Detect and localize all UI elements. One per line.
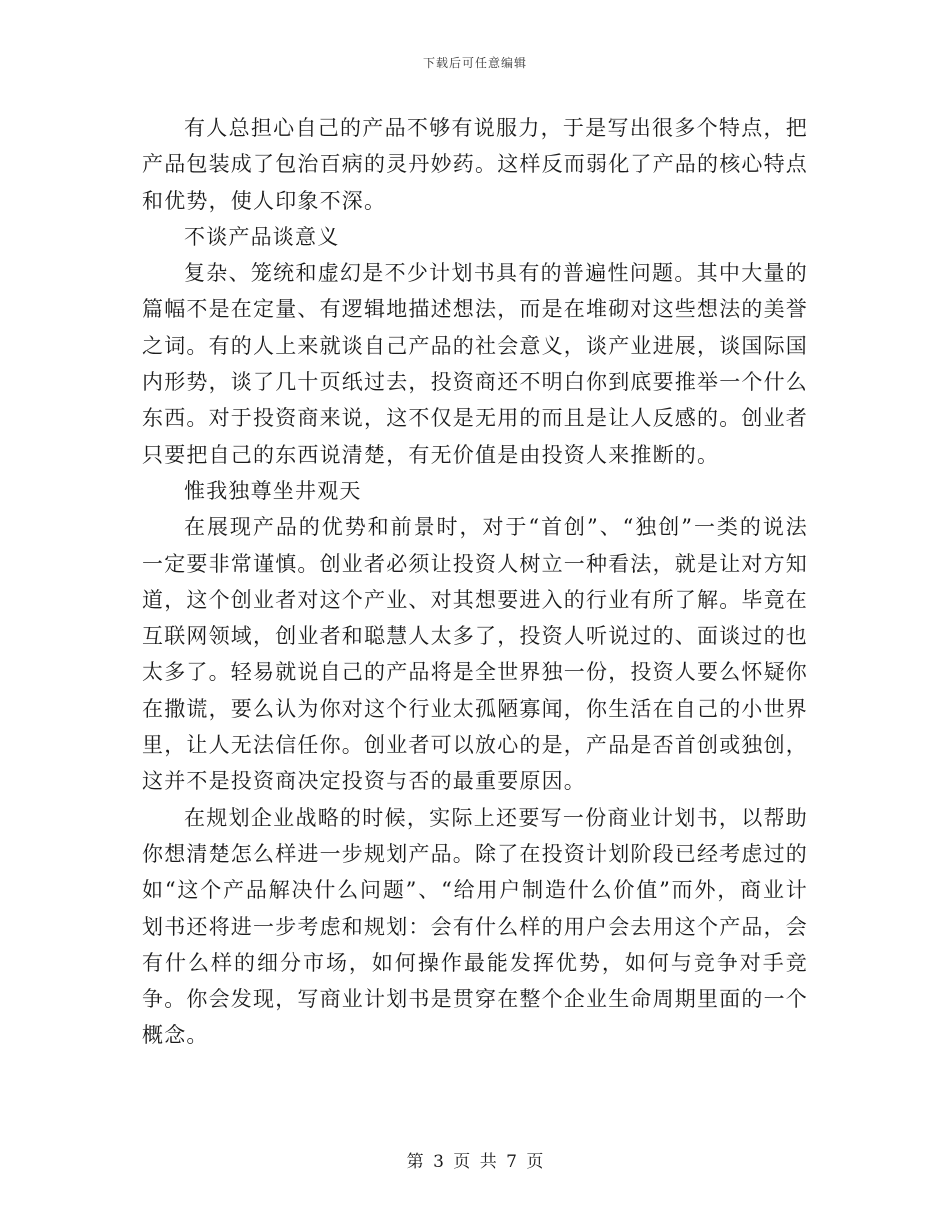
page-number: 第 3 页 共 7 页 — [406, 1152, 544, 1172]
page-header: 下载后可任意编辑 — [422, 56, 527, 70]
paragraph-business-plan: 在规划企业战略的时候，实际上还要写一份商业计划书，以帮助你想清楚怎么样进一步规划产品。除了在投资计划阶段已经考虑过的如“这个产品解决什么问题”、“给用户制造什么价值”而外，商业计划书还将进一步考虑和规划：会有什么样的用户会去用这个产品，会有什么样的细分市场，如何操作最能发挥优势，如何与竞争对手竞争。你会发现，写商业计划书是贯穿在整个企业生命周期里面的一个概念。 — [142, 805, 808, 1048]
document-body — [142, 110, 808, 1054]
paragraph-product-features: 有人总担心自己的产品不够有说服力，于是写出很多个特点，把产品包装成了包治百病的灵丹妙药。这样反而弱化了产品的核心特点和优势，使人印象不深。 — [142, 116, 808, 213]
section-heading-meaning: 不谈产品谈意义 — [184, 224, 340, 249]
paragraph-first-unique: 在展现产品的优势和前景时，对于“首创”、“独创”一类的说法一定要非常谨慎。创业者必须让投资人树立一种看法，就是让对方知道，这个创业者对这个产业、对其想要进入的行业有所了解。毕竟在互联网领域，创业者和聪慧人太多了，投资人听说过的、面谈过的也太多了。轻易就说自己的产品将是全世界独一份，投资人要么怀疑你在撒谎，要么认为你对这个行业太孤陋寡闻，你生活在自己的小世界里，让人无法信任你。创业者可以放心的是，产品是否首创或独创，这并不是投资商决定投资与否的最重要原因。 — [142, 515, 808, 794]
section-heading-arrogance: 惟我独尊坐井观天 — [184, 478, 362, 503]
paragraph-vague-plans: 复杂、笼统和虚幻是不少计划书具有的普遍性问题。其中大量的篇幅不是在定量、有逻辑地描述想法，而是在堆砌对这些想法的美誉之词。有的人上来就谈自己产品的社会意义，谈产业进展，谈国际国内形势，谈了几十页纸过去，投资商还不明白你到底要推举一个什么东西。对于投资商来说，这不仅是无用的而且是让人反感的。创业者只要把自己的东西说清楚，有无价值是由投资人来推断的。 — [142, 261, 808, 467]
